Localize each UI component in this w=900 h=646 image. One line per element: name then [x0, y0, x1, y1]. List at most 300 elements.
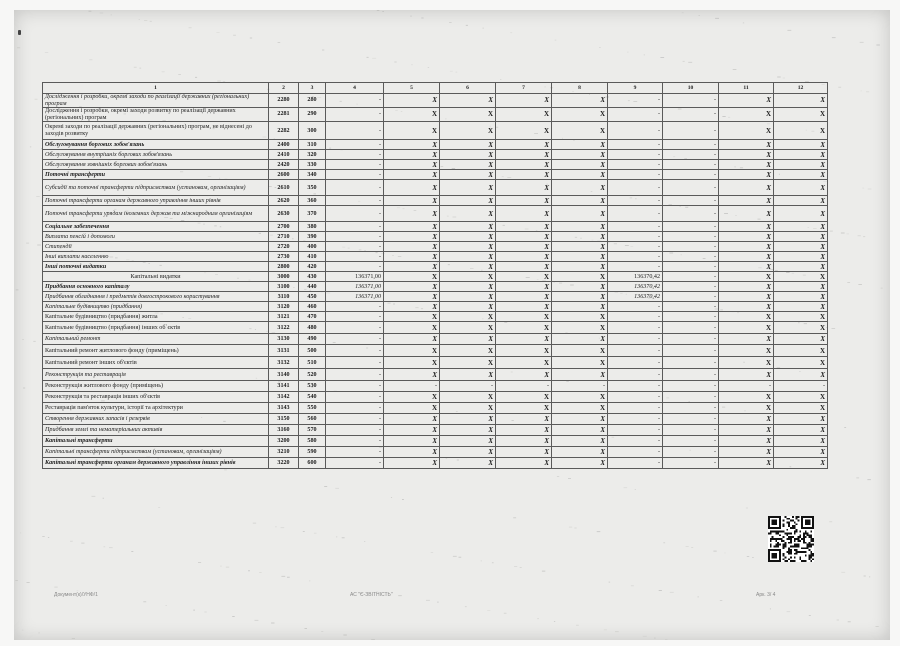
value-cell: - — [663, 196, 719, 206]
kekv-code: 2800 — [269, 262, 299, 272]
value-cell: X — [440, 222, 496, 232]
row-code: 490 — [299, 334, 326, 345]
row-label: Соціальне забезпечення — [43, 222, 269, 232]
value-cell: - — [326, 180, 384, 196]
row-label: Придбання основного капіталу — [43, 282, 269, 292]
value-cell: X — [552, 458, 608, 469]
value-cell: - — [326, 312, 384, 322]
value-cell: X — [719, 170, 774, 180]
value-cell: X — [774, 196, 828, 206]
value-cell: - — [326, 322, 384, 334]
row-code: 480 — [299, 322, 326, 334]
value-cell: X — [384, 206, 440, 222]
value-cell: - — [440, 381, 496, 392]
value-cell: - — [719, 381, 774, 392]
value-cell: X — [774, 160, 828, 170]
value-cell: X — [774, 345, 828, 357]
value-cell: X — [496, 334, 552, 345]
value-cell: - — [663, 302, 719, 312]
value-cell: X — [384, 242, 440, 252]
row-label: Реставрація пам'яток культури, історії та архітектури — [43, 403, 269, 414]
value-cell: - — [608, 447, 663, 458]
row-label: Реконструкція та реставрація інших об'єктів — [43, 392, 269, 403]
value-cell: X — [496, 222, 552, 232]
table-row — [43, 196, 828, 206]
kekv-code: 2280 — [269, 94, 299, 108]
value-cell: X — [440, 108, 496, 122]
table-row — [43, 292, 828, 302]
value-cell: - — [608, 108, 663, 122]
value-cell: X — [774, 414, 828, 425]
value-cell: X — [719, 357, 774, 369]
value-cell: - — [663, 170, 719, 180]
value-cell: - — [608, 425, 663, 436]
table-row — [43, 334, 828, 345]
table-row — [43, 150, 828, 160]
table-row — [43, 345, 828, 357]
row-label: Поточні трансферти органам державного управління інших рівнів — [43, 196, 269, 206]
value-cell: X — [774, 150, 828, 160]
value-cell: - — [608, 403, 663, 414]
value-cell: X — [384, 222, 440, 232]
table-row — [43, 392, 828, 403]
row-label: Реконструкція та реставрація — [43, 369, 269, 381]
value-cell: X — [440, 262, 496, 272]
value-cell: X — [440, 140, 496, 150]
value-cell: X — [496, 458, 552, 469]
value-cell: X — [384, 392, 440, 403]
value-cell: X — [384, 272, 440, 282]
kekv-code: 3140 — [269, 369, 299, 381]
value-cell: X — [496, 425, 552, 436]
value-cell: X — [552, 196, 608, 206]
value-cell: X — [496, 292, 552, 302]
value-cell: - — [608, 262, 663, 272]
value-cell: - — [663, 180, 719, 196]
row-label: Поточні трансферти — [43, 170, 269, 180]
kekv-code: 3100 — [269, 282, 299, 292]
value-cell: - — [384, 381, 440, 392]
value-cell: X — [440, 369, 496, 381]
row-code: 370 — [299, 206, 326, 222]
value-cell: X — [384, 196, 440, 206]
value-cell: - — [663, 436, 719, 447]
value-cell: X — [384, 170, 440, 180]
value-cell: X — [440, 242, 496, 252]
kekv-code: 3141 — [269, 381, 299, 392]
kekv-code: 3142 — [269, 392, 299, 403]
value-cell: X — [774, 334, 828, 345]
value-cell: X — [552, 242, 608, 252]
value-cell: - — [663, 414, 719, 425]
value-cell: - — [326, 196, 384, 206]
row-code: 290 — [299, 108, 326, 122]
row-label: Дослідження і розробки, окремі заходи розвитку по реалізації державних (регіональних) програм — [43, 108, 269, 122]
value-cell: - — [663, 345, 719, 357]
value-cell: - — [496, 381, 552, 392]
row-code: 550 — [299, 403, 326, 414]
row-label: Обслуговування внутрішніх боргових зобов'язань — [43, 150, 269, 160]
table-row — [43, 312, 828, 322]
value-cell: - — [608, 180, 663, 196]
value-cell: X — [440, 252, 496, 262]
column-number: 5 — [384, 83, 440, 94]
table-row — [43, 94, 828, 108]
value-cell: - — [663, 392, 719, 403]
row-code: 460 — [299, 302, 326, 312]
row-label: Поточні трансферти урядам іноземних держав та міжнародним організаціям — [43, 206, 269, 222]
value-cell: 136370,42 — [608, 282, 663, 292]
row-label: Капітальний ремонт житлового фонду (приміщень) — [43, 345, 269, 357]
value-cell: X — [496, 160, 552, 170]
value-cell: X — [496, 282, 552, 292]
row-code: 580 — [299, 436, 326, 447]
value-cell: X — [496, 122, 552, 140]
value-cell: - — [326, 242, 384, 252]
value-cell: - — [663, 334, 719, 345]
value-cell: X — [496, 392, 552, 403]
value-cell: - — [663, 140, 719, 150]
row-code: 540 — [299, 392, 326, 403]
row-code: 500 — [299, 345, 326, 357]
value-cell: X — [384, 252, 440, 262]
value-cell: X — [496, 108, 552, 122]
value-cell: - — [608, 232, 663, 242]
value-cell: X — [552, 94, 608, 108]
table-row — [43, 436, 828, 447]
value-cell: X — [719, 282, 774, 292]
value-cell: X — [440, 122, 496, 140]
kekv-code: 2600 — [269, 170, 299, 180]
value-cell: X — [719, 369, 774, 381]
row-label: Інші виплати населенню — [43, 252, 269, 262]
value-cell: - — [608, 322, 663, 334]
value-cell: X — [719, 252, 774, 262]
value-cell: X — [440, 232, 496, 242]
value-cell: X — [552, 150, 608, 160]
value-cell: X — [384, 369, 440, 381]
table-row — [43, 160, 828, 170]
value-cell: - — [608, 160, 663, 170]
value-cell: X — [440, 94, 496, 108]
kekv-code: 3122 — [269, 322, 299, 334]
value-cell: - — [663, 262, 719, 272]
table-row — [43, 458, 828, 469]
table-row — [43, 322, 828, 334]
column-number: 3 — [299, 83, 326, 94]
row-code: 310 — [299, 140, 326, 150]
row-code: 590 — [299, 447, 326, 458]
table-row — [43, 302, 828, 312]
value-cell: X — [552, 122, 608, 140]
value-cell: X — [440, 282, 496, 292]
row-label: Виплата пенсій і допомоги — [43, 232, 269, 242]
value-cell: X — [496, 140, 552, 150]
value-cell: - — [608, 458, 663, 469]
table-row — [43, 232, 828, 242]
value-cell: - — [326, 140, 384, 150]
kekv-code: 3121 — [269, 312, 299, 322]
value-cell: - — [774, 381, 828, 392]
value-cell: - — [663, 369, 719, 381]
value-cell: X — [774, 282, 828, 292]
value-cell: X — [774, 369, 828, 381]
value-cell: X — [440, 334, 496, 345]
value-cell: X — [552, 108, 608, 122]
value-cell: X — [552, 357, 608, 369]
value-cell: X — [552, 292, 608, 302]
value-cell: X — [552, 403, 608, 414]
value-cell: X — [496, 436, 552, 447]
kekv-code: 2410 — [269, 150, 299, 160]
value-cell: X — [719, 392, 774, 403]
value-cell: X — [440, 436, 496, 447]
value-cell: X — [496, 94, 552, 108]
row-label: Обслуговування зовнішніх боргових зобов'язань — [43, 160, 269, 170]
row-code: 280 — [299, 94, 326, 108]
value-cell: - — [326, 252, 384, 262]
value-cell: - — [326, 403, 384, 414]
value-cell: - — [663, 282, 719, 292]
table-row — [43, 381, 828, 392]
value-cell: - — [326, 345, 384, 357]
value-cell: X — [719, 302, 774, 312]
value-cell: - — [608, 122, 663, 140]
kekv-code: 2730 — [269, 252, 299, 262]
value-cell: X — [774, 170, 828, 180]
column-number: 2 — [269, 83, 299, 94]
budget-expenditure-table — [42, 82, 828, 469]
value-cell: - — [663, 252, 719, 262]
value-cell: X — [384, 403, 440, 414]
column-number: 10 — [663, 83, 719, 94]
value-cell: X — [552, 322, 608, 334]
row-code: 440 — [299, 282, 326, 292]
value-cell: X — [774, 322, 828, 334]
row-label: Капітальні трансферти підприємствам (установам, організаціям) — [43, 447, 269, 458]
value-cell: X — [719, 458, 774, 469]
value-cell: X — [552, 447, 608, 458]
row-code: 320 — [299, 150, 326, 160]
value-cell: X — [719, 312, 774, 322]
kekv-code: 2420 — [269, 160, 299, 170]
value-cell: X — [774, 292, 828, 302]
value-cell: X — [719, 345, 774, 357]
kekv-code: 3210 — [269, 447, 299, 458]
value-cell: - — [608, 222, 663, 232]
table-row — [43, 447, 828, 458]
row-label: Окремі заходи по реалізації державних (регіональних) програм, не віднесені до заходів розвитку — [43, 122, 269, 140]
table-row — [43, 252, 828, 262]
kekv-code: 3150 — [269, 414, 299, 425]
value-cell: X — [719, 414, 774, 425]
row-code: 410 — [299, 252, 326, 262]
value-cell: - — [663, 206, 719, 222]
kekv-code: 2400 — [269, 140, 299, 150]
table-row — [43, 206, 828, 222]
row-label: Капітальні видатки — [43, 272, 269, 282]
table-row — [43, 180, 828, 196]
value-cell: X — [440, 345, 496, 357]
value-cell: X — [384, 160, 440, 170]
value-cell: X — [719, 160, 774, 170]
value-cell: - — [663, 425, 719, 436]
value-cell: X — [552, 170, 608, 180]
row-code: 530 — [299, 381, 326, 392]
kekv-code: 2630 — [269, 206, 299, 222]
row-code: 600 — [299, 458, 326, 469]
table-row — [43, 170, 828, 180]
value-cell: - — [326, 232, 384, 242]
value-cell: - — [663, 322, 719, 334]
value-cell: X — [774, 122, 828, 140]
value-cell: X — [384, 232, 440, 242]
value-cell: - — [663, 94, 719, 108]
value-cell: - — [608, 357, 663, 369]
value-cell: X — [496, 414, 552, 425]
value-cell: X — [552, 282, 608, 292]
value-cell: X — [774, 436, 828, 447]
value-cell: X — [552, 222, 608, 232]
row-code: 450 — [299, 292, 326, 302]
value-cell: X — [496, 272, 552, 282]
row-label: Капітальні трансферти органам державного управління інших рівнів — [43, 458, 269, 469]
value-cell: - — [608, 140, 663, 150]
value-cell: X — [384, 345, 440, 357]
value-cell: - — [326, 447, 384, 458]
value-cell: X — [496, 206, 552, 222]
value-cell: - — [326, 94, 384, 108]
value-cell: X — [774, 206, 828, 222]
value-cell: - — [608, 302, 663, 312]
value-cell: X — [384, 180, 440, 196]
value-cell: X — [552, 180, 608, 196]
value-cell: X — [440, 322, 496, 334]
value-cell: X — [719, 425, 774, 436]
table-header-row — [43, 83, 828, 94]
value-cell: 136371,00 — [326, 292, 384, 302]
column-number: 1 — [43, 83, 269, 94]
value-cell: X — [496, 150, 552, 160]
value-cell: - — [326, 122, 384, 140]
value-cell: X — [552, 392, 608, 403]
value-cell: - — [326, 334, 384, 345]
kekv-code: 3131 — [269, 345, 299, 357]
value-cell: X — [552, 334, 608, 345]
row-label: Стипендії — [43, 242, 269, 252]
value-cell: - — [663, 150, 719, 160]
value-cell: X — [496, 302, 552, 312]
value-cell: X — [384, 425, 440, 436]
value-cell: - — [663, 232, 719, 242]
table-row — [43, 425, 828, 436]
kekv-code: 3220 — [269, 458, 299, 469]
value-cell: X — [719, 150, 774, 160]
value-cell: X — [496, 252, 552, 262]
kekv-code: 2282 — [269, 122, 299, 140]
column-number: 9 — [608, 83, 663, 94]
row-code: 330 — [299, 160, 326, 170]
value-cell: - — [326, 414, 384, 425]
value-cell: X — [719, 232, 774, 242]
value-cell: - — [608, 436, 663, 447]
table-row — [43, 222, 828, 232]
row-code: 300 — [299, 122, 326, 140]
value-cell: - — [608, 252, 663, 262]
value-cell: X — [384, 282, 440, 292]
value-cell: X — [440, 302, 496, 312]
value-cell: X — [496, 232, 552, 242]
value-cell: X — [552, 252, 608, 262]
row-code: 560 — [299, 414, 326, 425]
row-code: 380 — [299, 222, 326, 232]
value-cell: - — [608, 334, 663, 345]
value-cell: X — [384, 94, 440, 108]
value-cell: - — [326, 357, 384, 369]
value-cell: X — [719, 206, 774, 222]
footer-center: АС "Є-ЗВІТНІСТЬ" — [350, 592, 393, 598]
value-cell: - — [663, 222, 719, 232]
value-cell: X — [552, 232, 608, 242]
value-cell: X — [384, 414, 440, 425]
value-cell: X — [496, 369, 552, 381]
value-cell: X — [384, 150, 440, 160]
value-cell: X — [440, 292, 496, 302]
value-cell: X — [384, 108, 440, 122]
value-cell: X — [719, 180, 774, 196]
value-cell: - — [326, 425, 384, 436]
value-cell: - — [663, 108, 719, 122]
table-row — [43, 414, 828, 425]
row-code: 390 — [299, 232, 326, 242]
value-cell: X — [440, 180, 496, 196]
value-cell: X — [440, 357, 496, 369]
row-label: Капітальне будівництво (придбання) — [43, 302, 269, 312]
table-row — [43, 262, 828, 272]
table-row — [43, 108, 828, 122]
value-cell: X — [552, 302, 608, 312]
value-cell: X — [719, 94, 774, 108]
value-cell: X — [384, 458, 440, 469]
kekv-code: 3120 — [269, 302, 299, 312]
value-cell: - — [608, 392, 663, 403]
value-cell: X — [496, 170, 552, 180]
row-code: 510 — [299, 357, 326, 369]
kekv-code: 3200 — [269, 436, 299, 447]
value-cell: X — [552, 425, 608, 436]
value-cell: X — [719, 403, 774, 414]
value-cell: X — [384, 140, 440, 150]
value-cell: - — [608, 369, 663, 381]
value-cell: - — [326, 262, 384, 272]
value-cell: - — [663, 312, 719, 322]
value-cell: - — [663, 160, 719, 170]
value-cell: X — [440, 206, 496, 222]
footer-right: Арк. 3/ 4 — [756, 592, 776, 598]
value-cell: X — [496, 357, 552, 369]
kekv-code: 3130 — [269, 334, 299, 345]
kekv-code: 3000 — [269, 272, 299, 282]
value-cell: X — [496, 447, 552, 458]
value-cell: X — [384, 122, 440, 140]
kekv-code: 3143 — [269, 403, 299, 414]
row-label: Реконструкція житлового фонду (приміщень) — [43, 381, 269, 392]
value-cell: X — [774, 392, 828, 403]
value-cell: - — [608, 414, 663, 425]
value-cell: X — [552, 160, 608, 170]
value-cell: X — [384, 447, 440, 458]
kekv-code: 3110 — [269, 292, 299, 302]
